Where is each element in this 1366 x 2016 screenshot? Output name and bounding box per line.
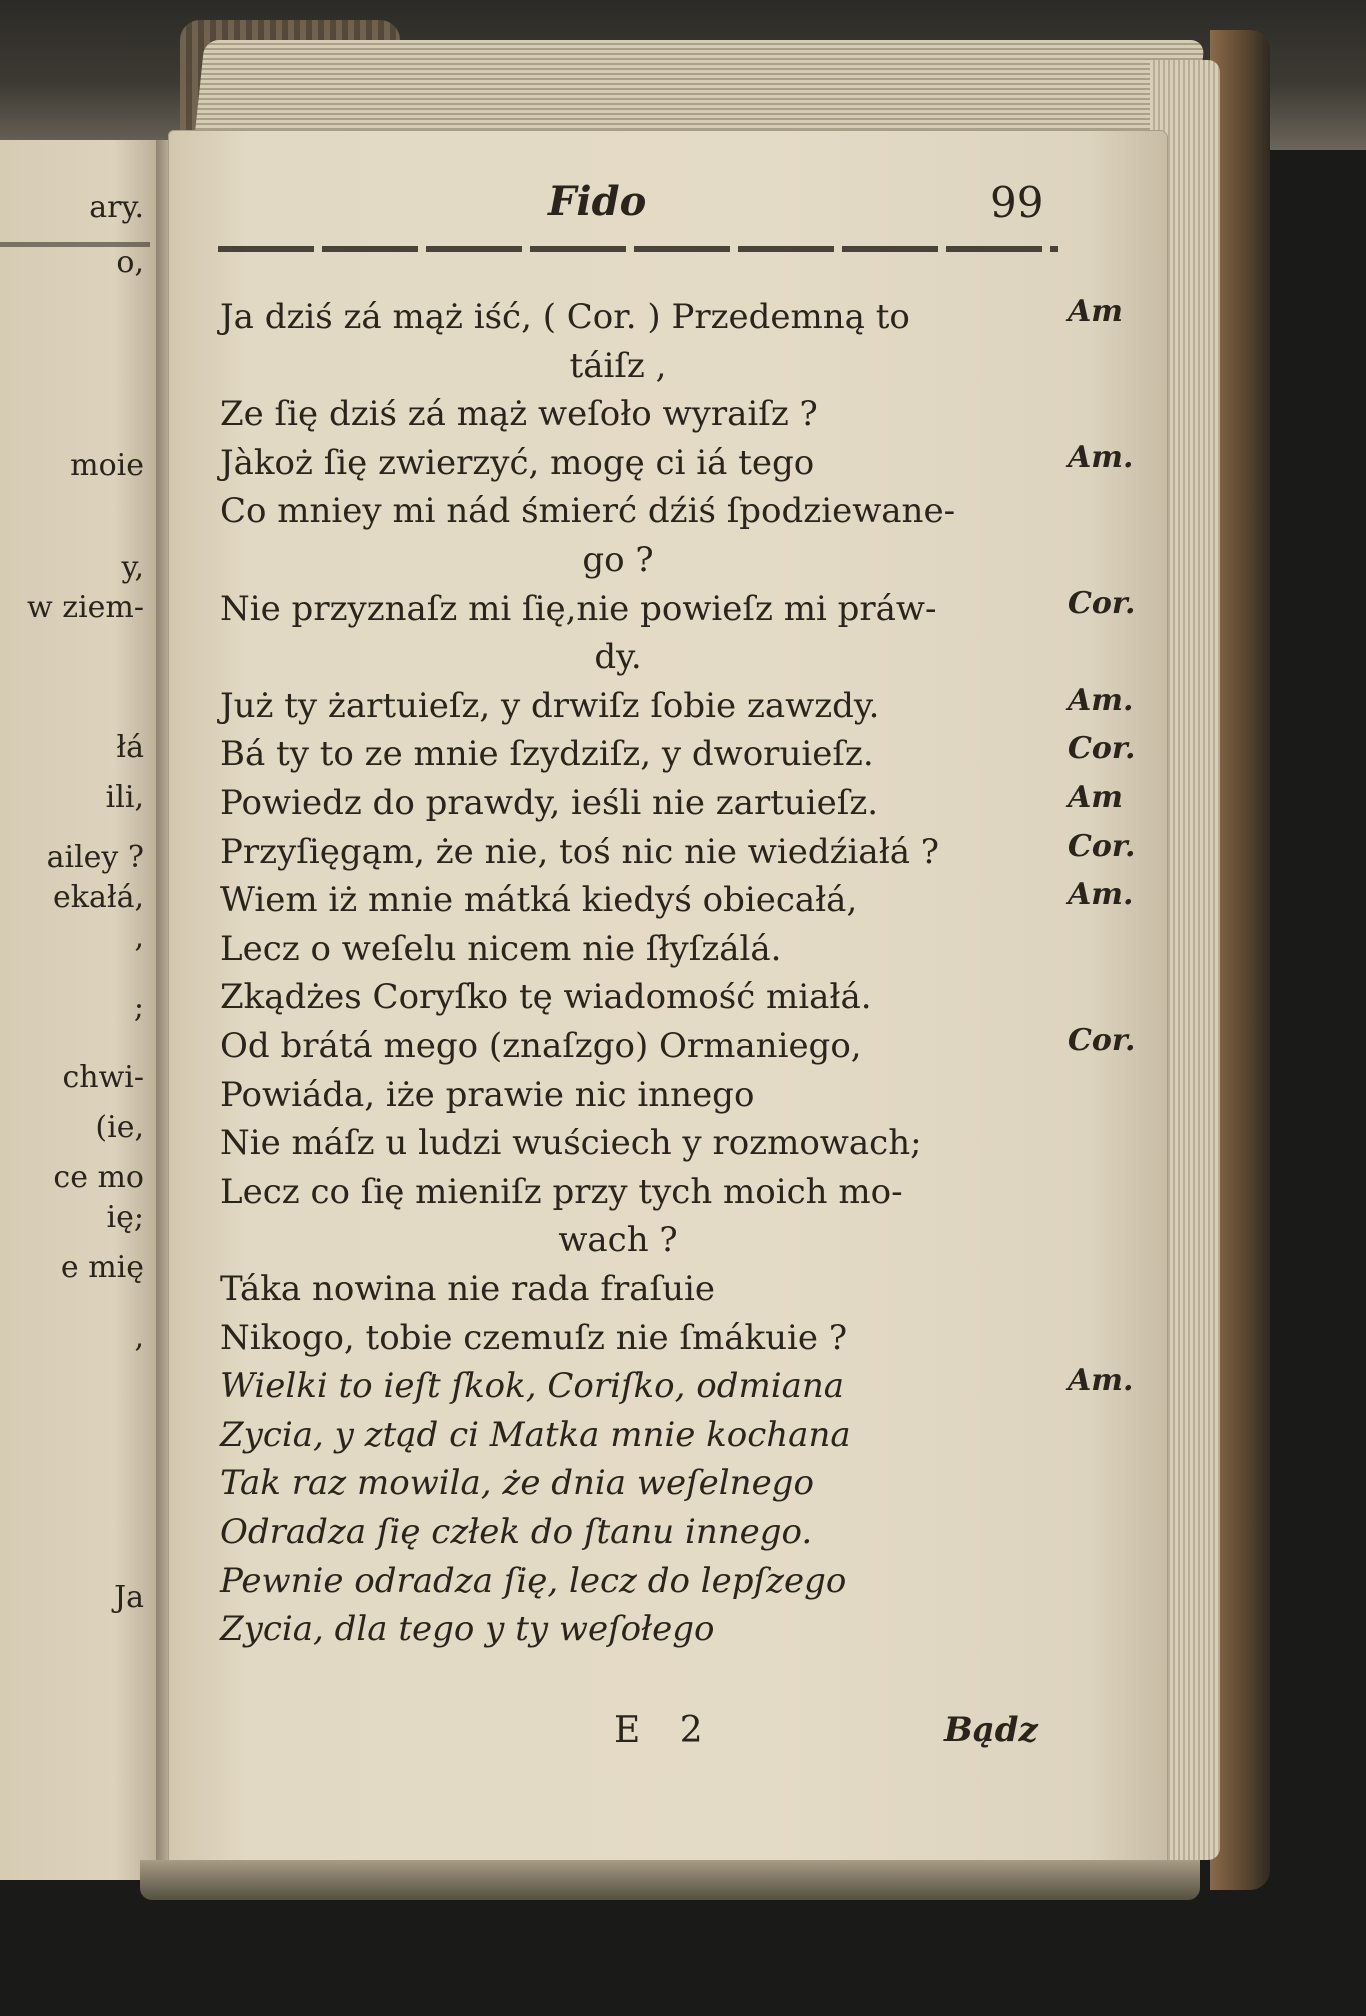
left-page-fragment: (ie, (95, 1110, 144, 1145)
left-page-fragment: ailey ? (46, 840, 144, 875)
verse-line: Zycia, y ztąd ci Matka mnie kochana (220, 1414, 851, 1455)
speaker-label: Am. (1068, 682, 1134, 718)
verse-line: go ? (582, 540, 654, 580)
verse-line: Zkądżes Coryſko tę wiadomość miałá. (220, 977, 872, 1018)
verse-line: Pewnie odradza ſię, lecz do lepſzego (220, 1560, 847, 1601)
speaker-label: Cor. (1068, 585, 1136, 621)
left-page-fragment: ili, (105, 780, 144, 815)
catchword: Bądz (944, 1710, 1038, 1750)
page-99 (168, 130, 1168, 1900)
verse-text (168, 130, 1168, 1900)
page-number: 99 (990, 178, 1044, 227)
running-head: Fido (548, 178, 647, 225)
verse-line: Nie máſz u ludzi wuściech y rozmowach; (220, 1123, 922, 1164)
left-page-fragment: łá (116, 730, 144, 765)
page-block-top (195, 40, 1204, 130)
left-page-fragment: o, (116, 245, 144, 280)
page-bottom-edge (140, 1860, 1200, 1900)
left-page-fragment: y, (121, 550, 144, 585)
speaker-label: Cor. (1068, 1023, 1136, 1058)
verse-line: Nikogo, tobie czemuſz nie ſmákuie ? (220, 1317, 848, 1358)
verse-line: Bá ty to ze mnie ſzydziſz, y dworuieſz. (220, 734, 874, 775)
left-page-fragment: ekałá, (53, 880, 144, 915)
left-page-fragment: , (134, 920, 144, 955)
left-page-fragment: ; (133, 990, 144, 1025)
left-page-fragment: e mię (60, 1250, 144, 1285)
left-page-fragment: moie (70, 448, 144, 483)
left-page-fragment: chwi- (62, 1060, 144, 1095)
verse-line: Już ty żartuieſz, y drwiſz ſobie zawzdy. (220, 685, 880, 726)
speaker-label: Am. (1068, 439, 1134, 475)
verse-line: Przyſięgąm, że nie, toś nic nie wiedźiałá ? (220, 831, 940, 872)
verse-line: Od brátá mego (znaſzgo) Ormaniego, (220, 1026, 862, 1066)
verse-line: Wielki to ieſt ſkok, Coriſko, odmiana (220, 1366, 845, 1407)
left-page-fragment: ię; (106, 1200, 144, 1235)
left-page-fragment: w ziem- (27, 590, 144, 625)
verse-line: Ze ſię dziś zá mąż weſoło wyraiſz ? (220, 394, 818, 435)
verse-line: wach ? (558, 1220, 678, 1261)
verse-line: Co mniey mi nád śmierć dźiś ſpodziewane- (220, 491, 956, 532)
speaker-label: Am (1068, 294, 1124, 329)
verse-line: Odradza ſię człek do ſtanu innego. (220, 1512, 813, 1552)
verse-line: Lecz co ſię mieniſz przy tych moich mo- (220, 1171, 903, 1212)
left-page-fragment: ce mo (53, 1160, 144, 1195)
speaker-label: Am. (1068, 1363, 1134, 1399)
verse-line: Nie przyznaſz mi ſię,nie powieſz mi práw- (220, 588, 937, 629)
page-footer (168, 1710, 1168, 1770)
verse-line: Táka nowina nie rada fraſuie (220, 1269, 715, 1309)
verse-line: Powiáda, iże prawie nic innego (220, 1074, 755, 1115)
speaker-label: Cor. (1068, 731, 1136, 767)
verse-line: Tak raz mowila, że dnia weſelnego (220, 1463, 814, 1504)
left-page-fragments (0, 140, 160, 1880)
left-page-fragment: , (134, 1320, 144, 1355)
verse-line: Ja dziś zá mąż iść, ( Cor. ) Przedemną to (220, 297, 910, 337)
verse-line: táiſz , (569, 345, 667, 386)
verse-line: Zycia, dla tego y ty weſołego (220, 1609, 715, 1650)
left-facing-page (0, 140, 162, 1880)
speaker-label: Am. (1068, 877, 1134, 913)
verse-line: Wiem iż mnie mátká kiedyś obiecałá, (220, 880, 858, 921)
verse-line: Lecz o weſelu nicem nie ſłyſzálá. (220, 928, 782, 969)
left-page-fragment: ary. (89, 190, 144, 225)
speaker-label: Cor. (1068, 828, 1136, 864)
signature-mark: E 2 (614, 1710, 717, 1751)
verse-line: dy. (594, 637, 642, 678)
left-page-fragment: Ja (114, 1580, 144, 1615)
speaker-label: Am (1068, 780, 1124, 815)
verse-line: Jàkoż ſię zwierzyć, mogę ci iá tego (220, 442, 815, 483)
verse-line: Powiedz do prawdy, ieśli nie zartuieſz. (220, 783, 879, 823)
